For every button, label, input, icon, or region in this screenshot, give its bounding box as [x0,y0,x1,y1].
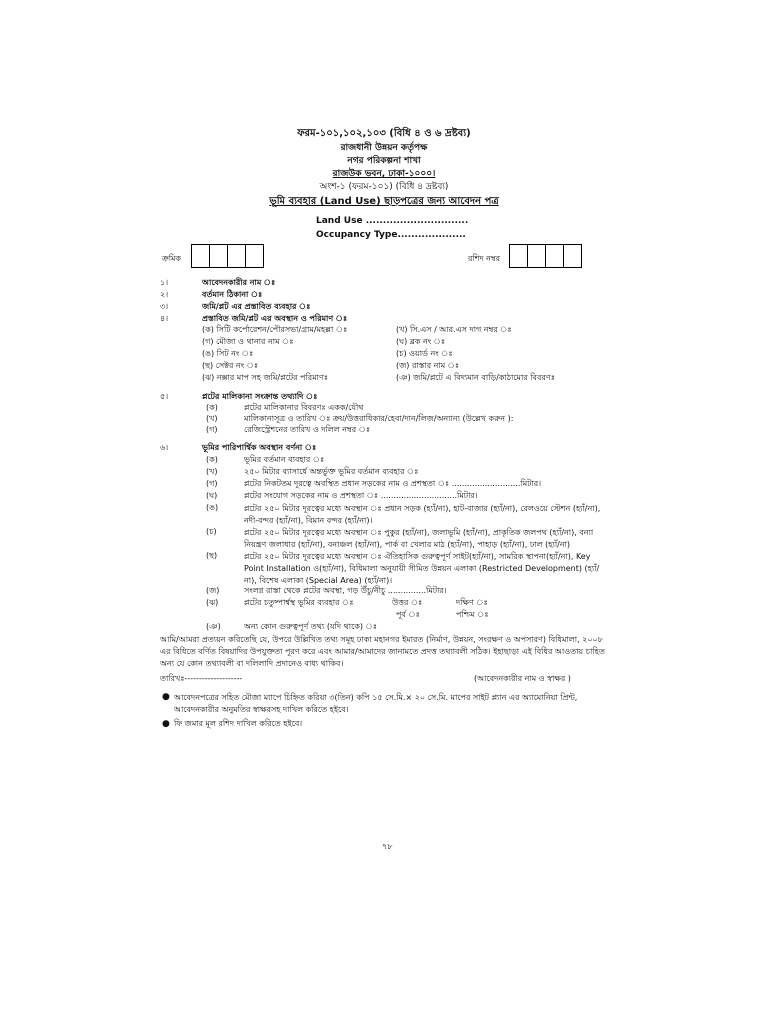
item-3-number: ৩। [160,302,169,311]
south-label: দক্ষিণ ঃ [456,598,488,607]
item-6g: প্লটের ২৫০ মিটার দূরত্বের মধ্যে অবস্থান ঃ ঐতিহাসিক গুরুত্বপূর্ণ সাইট(হ্যাঁ/না), সামরিক স্থাপনা(হ্যাঁ/না), Key Point Installation ও(হ্যাঁ/না), বিধিমালা অনুযায়ী সীমিত উন্নয়ন এলাকা (Restricted Development) (হ্যাঁ/না), বিশেষ এলাকা (Special Area) (হ্যাঁ/না)। [244,552,600,585]
item-4j: (ঞ) জমি/প্লটে এ বিদ্যমান বাড়ি/কাঠামোর বিবরণঃ [396,373,555,382]
item-6a: ভূমির বর্তমান ব্যবহার ঃ [244,455,325,464]
item-5b-key: (খ) [206,414,218,423]
item-6e: প্লটের ২৫০ মিটার দূরত্বের মধ্যে অবস্থান ঃ প্রধান সড়ক (হ্যাঁ/না), হাট-বাজার (হ্যাঁ/না), রেলওয়ে স্টেশন (হ্যাঁ/না), নদী-বন্দর (হ্যাঁ/না), বিমান বন্দর (হ্যাঁ/না)। [244,504,601,525]
current-address-label: বর্তমান ঠিকানা ঃ [202,290,263,299]
declaration-text: আমি/আমরা প্রত্যয়ন করিতেছি যে, উপরে উল্লিখিত তথ্য সমূহ ঢাকা মহানগর ইমারত (নির্মাণ, উন্নয়ন, সংরক্ষণ ও অপসারণ) বিধিমালা, ২০০৮ এর বিধিতে বর্ণিত বিষয়াদির উপযুক্ততা পূরণ করে এবং আমার/আমাদের জানামতে প্রদত্ত তথ্যাবলী সঠিক। ইহাছাড়া এই বিধির আওতায় চাহিত অন্য যে কোন তথ্যাবলী বা দলিলাদি প্রদানেও বাধ্য থাকিব। [160,635,605,668]
item-4c: (গ) মৌজা ও থানার নাম ঃ [202,337,294,346]
item-4e: (ঙ) সিট নং ঃ [202,349,254,358]
item-4g: (ছ) সেক্টর নং ঃ [202,361,259,370]
item-4i: (ঝ) নক্সার মাপ সহ জমি/প্লটের পরিমাণঃ [202,373,329,382]
form-title: ভূমি ব্যবহার (Land Use) ছাড়পত্রের জন্য আবেদন পত্র [269,196,499,207]
item-5a-key: (ক) [206,403,218,412]
item-6e-key: (ঙ) [206,503,219,512]
item-5c: রেজিস্ট্রেশনের তারিখ ও দলিল নম্বর ঃ [244,425,371,434]
item-6b: ২৫০ মিটার ব্যাসার্ধে অন্তর্ভুক্ত ভূমির বর্তমান ব্যবহার ঃ [244,467,419,476]
serial-boxes[interactable] [191,244,264,268]
item-6b-key: (খ) [206,467,218,476]
bullet-icon: ● [162,719,170,729]
branch-name: নগর পরিকল্পনা শাখা [347,156,421,166]
item-6d-key: (ঘ) [206,491,218,500]
land-use-field: Land Use .............................. [316,216,469,226]
ownership-info-label: প্লটের মালিকানা সংক্রান্ত তথ্যাদি ঃ [202,392,318,401]
address: রাজউক ভবন, ঢাকা-১০০০। [332,169,436,179]
page-number: ৭৮ [382,842,393,851]
item-6f-key: (চ) [206,527,217,536]
item-4f: (চ) ওয়ার্ড নং ঃ [396,349,453,358]
item-6i-key: (ঝ) [206,598,219,607]
east-label: পূর্ব ঃ [396,610,420,619]
item-6j: অন্য কোন গুরুত্বপূর্ণ তথ্য (যদি থাকে) ঃ [244,622,377,631]
surroundings-label: ভূমির পারিপার্শ্বিক অবস্থান বর্ণনা ঃ [202,443,317,452]
item-4a: (ক) সিটি কর্পোরেশন/পৌরসভা/গ্রাম/মহল্লা ঃ [202,325,348,334]
proposed-use-label: জমি/প্লট এর প্রস্তাবিত ব্যবহার ঃ [202,302,311,311]
west-label: পশ্চিম ঃ [456,610,489,619]
authority-name: রাজধানী উন্নয়ন কর্তৃপক্ষ [340,143,428,153]
occupancy-type-field: Occupancy Type.................... [316,230,466,240]
serial-label: ক্রমিক [162,254,182,263]
item-4-number: ৪। [160,314,169,323]
item-6j-key: (ঞ) [206,622,221,631]
item-6i: প্লটের চতুষ্পার্শ্বস্থ ভূমির ব্যবহার ঃ [244,598,354,607]
item-6c-key: (গ) [206,479,218,488]
item-6-number: ৬। [160,443,169,452]
item-5b: মালিকানাসূত্র ও তারিখ ঃ ক্রয়/উত্তরাধিকার/হেবা/দান/লিজ/অন্যান্য (উল্লেখ করুন ): [244,414,514,423]
note-1: আবেদনপত্রের সহিত মৌজা ম্যাপে চিহ্নিত করিয়া ৩(তিন) কপি ১৫ সে.মি.× ২০ সে.মি. মাপের সাইট প্ল্যান এর অ্যামোনিয়া প্রিন্ট, আবেদনকারীর অনুমতির স্বাক্ষরসহ দাখিল করিতে হইবে। [174,693,578,714]
part-label: অংশ-১ (ফরম-১০১) (বিধি ৪ দ্রষ্টব্য) [319,182,449,192]
item-6g-key: (ছ) [206,551,218,560]
item-4b: (খ) সি.এস / আর.এস দাগ নম্বর ঃ [396,325,512,334]
item-6d: প্লটের সংযোগ সড়কের নাম ও প্রশস্থতা ঃ ..............................মিটার। [244,491,478,500]
receipt-boxes[interactable] [509,244,582,268]
item-4d: (ঘ) ব্লক নং ঃ [396,337,446,346]
north-label: উত্তর ঃ [392,598,423,607]
item-2-number: ২। [160,290,169,299]
note-2: ফি জমার মূল রশিদ দাখিল করিতে হইবে। [174,719,303,728]
item-5-number: ৫। [160,392,169,401]
form-number: ফরম-১০১,১০২,১০৩ (বিধি ৪ ও ৬ দ্রষ্টব্য) [297,128,471,139]
item-6f: প্লটের ২৫০ মিটার দূরত্বের মধ্যে অবস্থান ঃ পুকুর (হ্যাঁ/না), জলাভূমি (হ্যাঁ/না), প্রাকৃতিক জলপথ (হ্যাঁ/না), বন্যা নিয়ন্ত্রণ জলাধার (হ্যাঁ/না), বনাঞ্চল (হ্যাঁ/না), পার্ক বা খেলার মাঠ (হ্যাঁ/না), পাহাড় (হ্যাঁ/না), ঢাল (হ্যাঁ/না) [244,528,594,549]
applicant-name-label: আবেদনকারীর নাম ঃ [202,278,276,287]
item-5a: প্লটের মালিকানার বিবরণঃ একক/যৌথ [244,403,364,412]
item-6h: সংলগ্ন রাস্তা থেকে প্লটের অবস্থা, গড় উঁচু/নীচু ...............মিটার। [244,586,447,595]
item-6a-key: (ক) [206,455,218,464]
signature-label: (আবেদনকারীর নাম ও স্বাক্ষর ) [474,674,571,683]
item-6c: প্লটের নিকটতম দূরত্বে অবস্থিত প্রধান সড়কের নাম ও প্রশস্থতা ঃ ...........................মিটার। [244,479,542,488]
item-6h-key: (জ) [206,586,220,595]
item-1-number: ১। [160,278,169,287]
date-field: তারিখঃ-------------------- [160,674,243,683]
plot-location-label: প্রস্তাবিত জমি/প্লট এর অবস্থান ও পরিমাণ ঃ [202,314,348,323]
item-4h: (জ) রাস্তার নাম ঃ [396,361,460,370]
bullet-icon: ● [162,692,170,702]
receipt-label: রশিদ নম্বর [468,254,501,263]
item-5c-key: (গ) [206,425,218,434]
